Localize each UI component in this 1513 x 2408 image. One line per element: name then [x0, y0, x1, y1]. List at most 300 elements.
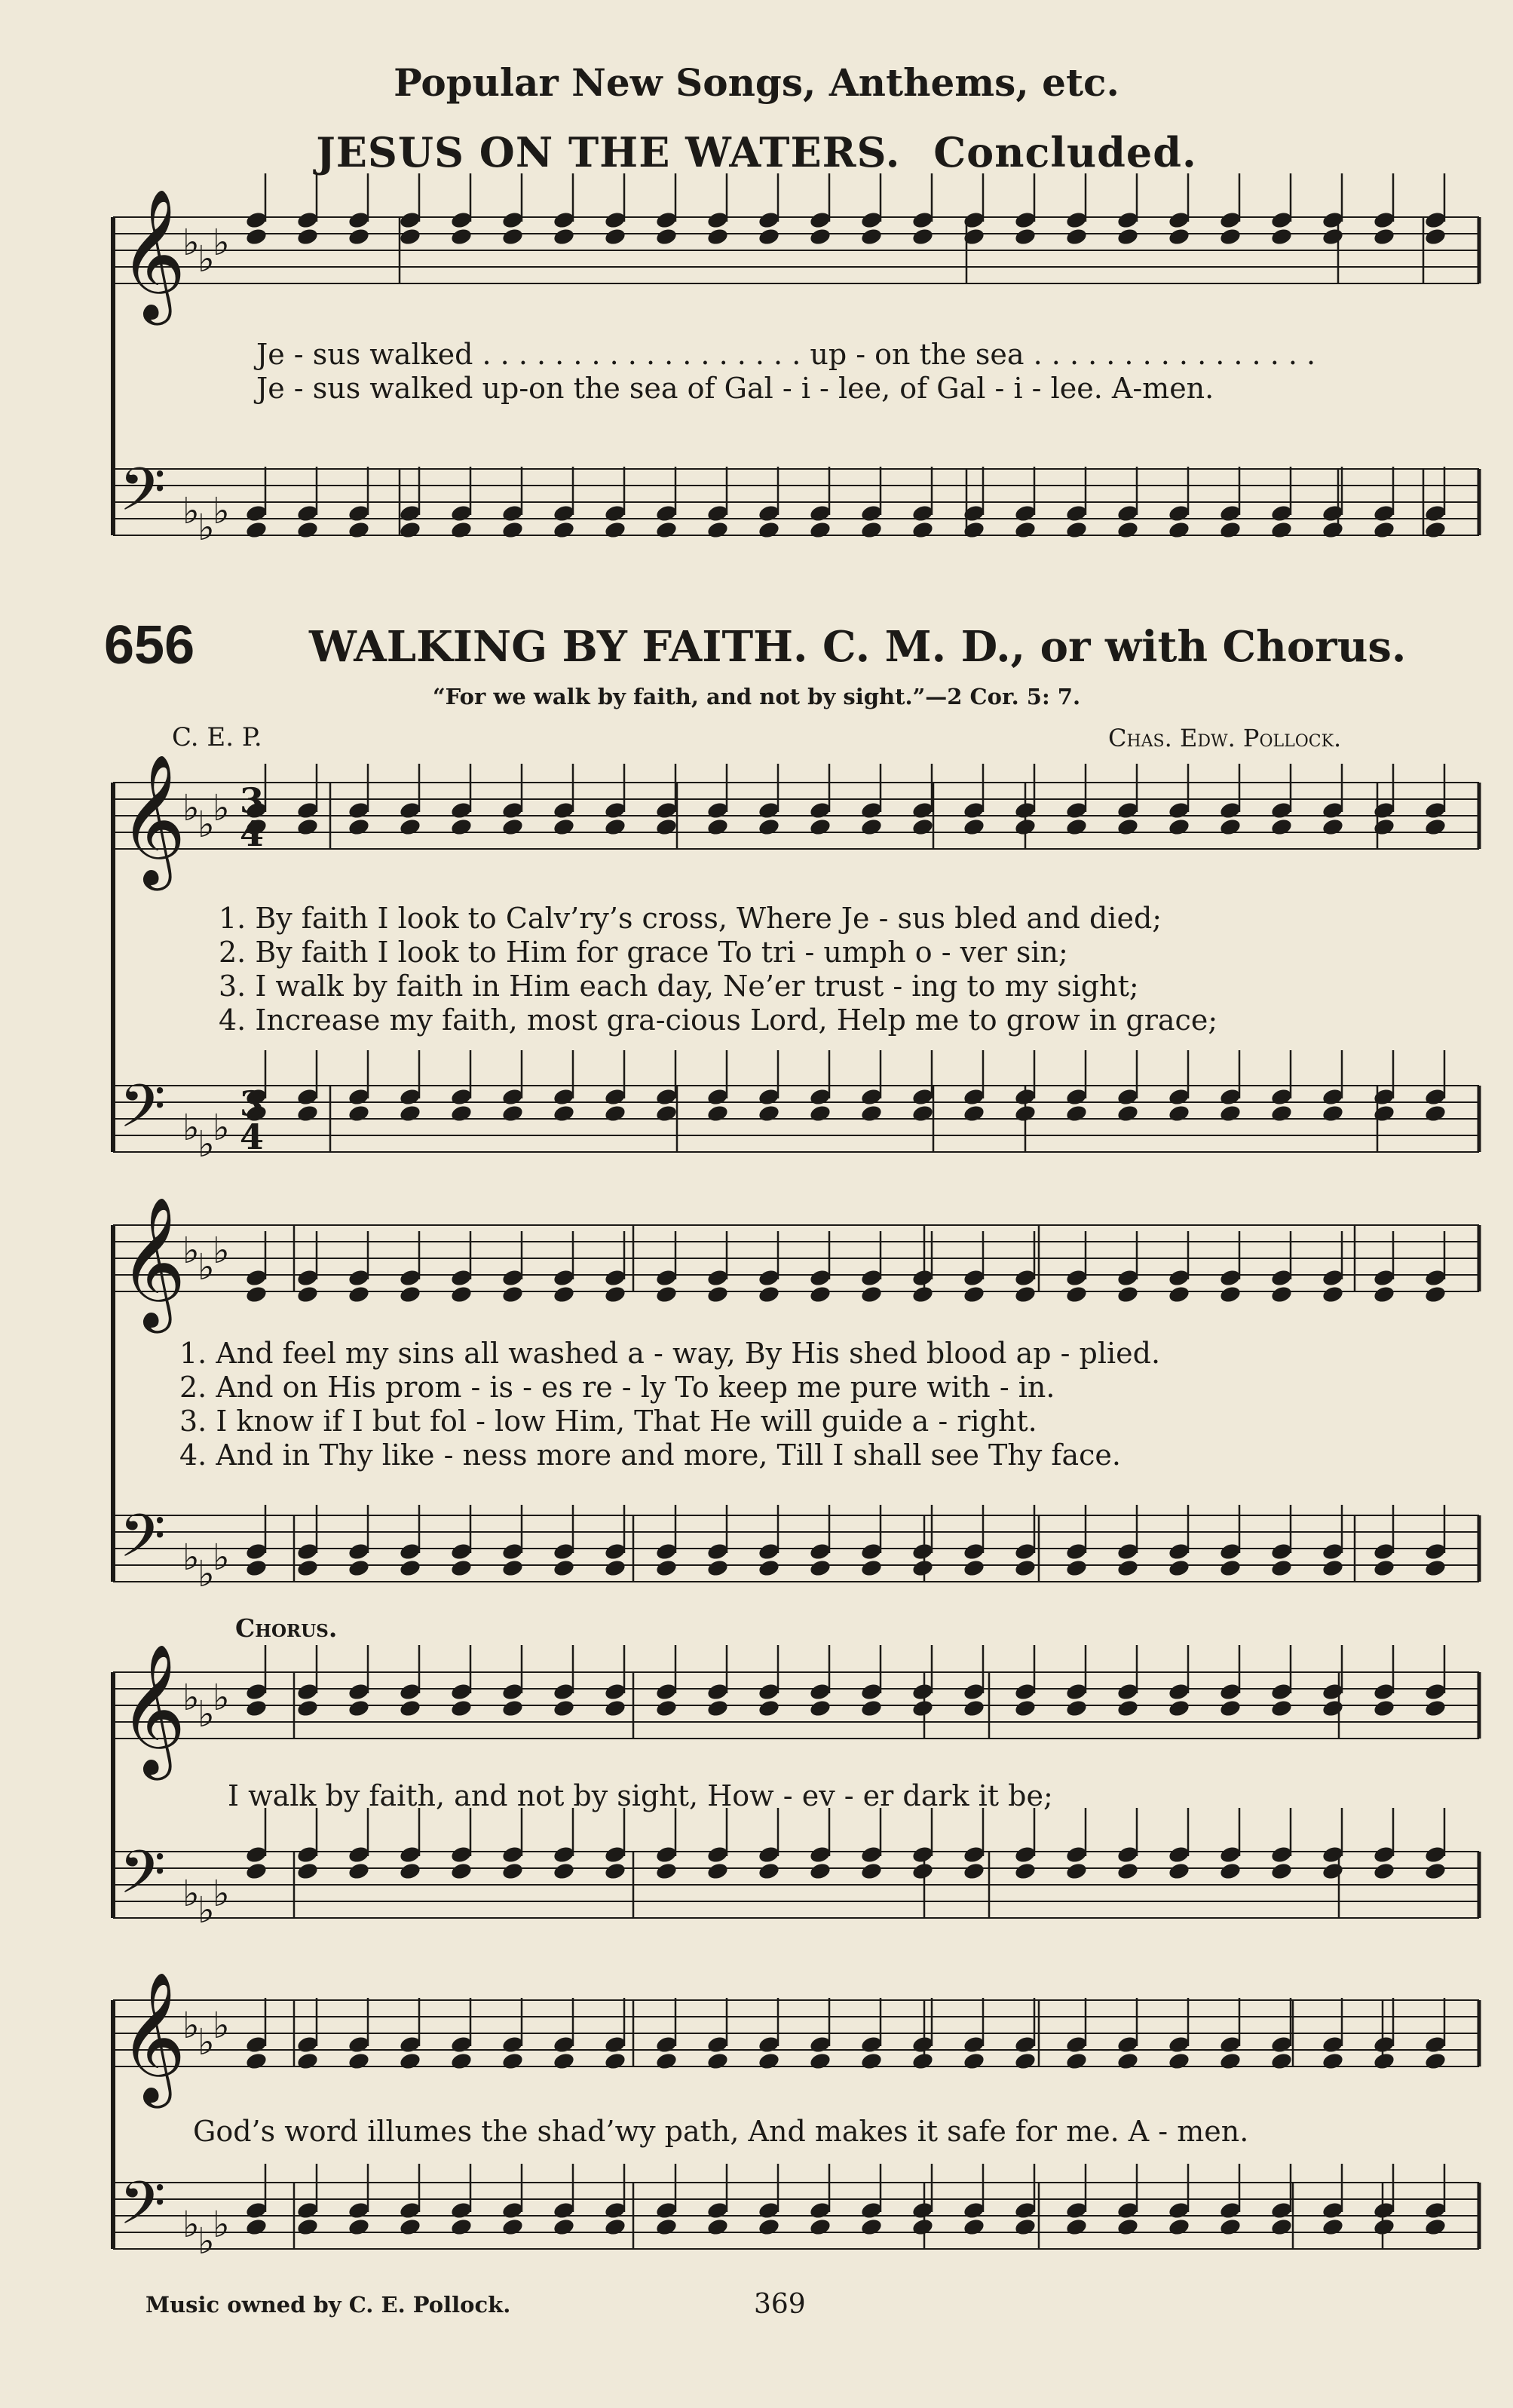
notehead: [706, 210, 730, 230]
lyric-line: Je - sus walked up-on the sea of Gal - i - lee, of Gal - i - lee. A-men.: [256, 372, 1214, 405]
notehead: [911, 2051, 935, 2071]
notehead: [706, 1087, 730, 1107]
notehead: [399, 1087, 422, 1107]
notehead: [296, 1087, 320, 1107]
notehead: [450, 1682, 473, 1702]
notehead: [860, 2217, 884, 2237]
notehead: [1168, 1699, 1191, 1718]
notehead: [399, 1845, 422, 1864]
notehead: [1168, 520, 1191, 540]
notehead: [245, 1699, 268, 1718]
notehead: [1116, 817, 1140, 837]
notehead: [655, 2201, 678, 2220]
notehead: [604, 2051, 627, 2071]
notehead: [1424, 1285, 1447, 1304]
notehead: [604, 1861, 627, 1881]
notehead: [1065, 520, 1089, 540]
notehead: [1065, 1285, 1089, 1304]
notehead: [1270, 1699, 1294, 1718]
notehead: [1116, 1542, 1140, 1561]
notehead: [1424, 2035, 1447, 2054]
notehead: [1116, 1682, 1140, 1702]
notehead: [758, 817, 781, 837]
notehead: [1219, 1699, 1242, 1718]
notehead: [348, 1268, 371, 1288]
notehead: [1322, 210, 1345, 230]
notehead: [1424, 1104, 1447, 1123]
notehead: [1014, 520, 1037, 540]
notehead: [963, 1699, 986, 1718]
lyric-line: I walk by faith, and not by sight, How - ev - er dark it be;: [228, 1779, 1053, 1812]
notehead: [296, 1699, 320, 1718]
notehead: [348, 1699, 371, 1718]
notehead: [1322, 520, 1345, 540]
notehead: [706, 1699, 730, 1718]
flat-sign-icon: ♭: [182, 2005, 200, 2047]
notehead: [758, 2217, 781, 2237]
notehead: [245, 2201, 268, 2220]
notehead: [706, 1268, 730, 1288]
notehead: [399, 2051, 422, 2071]
notehead: [758, 2035, 781, 2054]
notehead: [860, 1845, 884, 1864]
notehead: [296, 2051, 320, 2071]
notehead: [1322, 1861, 1345, 1881]
notehead: [1322, 504, 1345, 523]
bass-clef-icon: 𝄢: [119, 1071, 166, 1156]
notehead: [245, 2051, 268, 2071]
notehead: [860, 1558, 884, 1578]
notehead: [450, 2051, 473, 2071]
notehead: [1116, 1845, 1140, 1864]
notehead: [655, 520, 678, 540]
notehead: [1322, 227, 1345, 247]
flat-sign-icon: ♭: [182, 1107, 200, 1149]
notehead: [348, 504, 371, 523]
notehead: [553, 801, 576, 820]
notehead: [450, 1861, 473, 1881]
notehead: [1219, 210, 1242, 230]
notehead: [758, 1861, 781, 1881]
notehead: [1116, 520, 1140, 540]
notehead: [501, 1682, 525, 1702]
notehead: [348, 1558, 371, 1578]
notehead: [911, 210, 935, 230]
notehead: [860, 520, 884, 540]
bass-clef-icon: 𝄢: [119, 1837, 166, 1922]
notehead: [296, 1558, 320, 1578]
notehead: [1168, 1285, 1191, 1304]
notehead: [1270, 2051, 1294, 2071]
notehead: [348, 1285, 371, 1304]
notehead: [604, 1104, 627, 1123]
flat-sign-icon: ♭: [198, 1246, 215, 1288]
notehead: [860, 1542, 884, 1561]
bass-clef-icon: 𝄢: [119, 2168, 166, 2253]
notehead: [553, 2217, 576, 2237]
notehead: [963, 1285, 986, 1304]
notehead: [553, 227, 576, 247]
notehead: [501, 1542, 525, 1561]
notehead: [911, 817, 935, 837]
notehead: [1270, 2217, 1294, 2237]
notehead: [296, 817, 320, 837]
notehead: [758, 210, 781, 230]
notehead: [553, 1682, 576, 1702]
notehead: [296, 2217, 320, 2237]
flat-sign-icon: ♭: [198, 1889, 215, 1932]
notehead: [296, 1268, 320, 1288]
notehead: [758, 1285, 781, 1304]
notehead: [296, 1542, 320, 1561]
notehead: [860, 801, 884, 820]
notehead: [655, 1087, 678, 1107]
notehead: [604, 2217, 627, 2237]
notehead: [296, 504, 320, 523]
notehead: [809, 1861, 832, 1881]
notehead: [1322, 1542, 1345, 1561]
notehead: [245, 504, 268, 523]
notehead: [1424, 1682, 1447, 1702]
notehead: [1116, 2035, 1140, 2054]
notehead: [911, 1542, 935, 1561]
lyricist-initials: C. E. P.: [172, 722, 262, 752]
notehead: [296, 520, 320, 540]
notehead: [501, 2217, 525, 2237]
notehead: [655, 2035, 678, 2054]
notehead: [706, 2035, 730, 2054]
notehead: [1373, 227, 1396, 247]
notehead: [1270, 2035, 1294, 2054]
flat-sign-icon: ♭: [182, 1230, 200, 1272]
notehead: [1322, 1285, 1345, 1304]
time-signature-top: 3: [240, 780, 265, 821]
notehead: [1322, 817, 1345, 837]
notehead: [553, 520, 576, 540]
notehead: [1373, 2051, 1396, 2071]
notehead: [1014, 2035, 1037, 2054]
notehead: [450, 1104, 473, 1123]
notehead: [911, 1285, 935, 1304]
notehead: [1168, 817, 1191, 837]
lyric-line: 1. And feel my sins all washed a - way, By His shed blood ap - plied.: [179, 1337, 1161, 1370]
notehead: [655, 504, 678, 523]
time-signature-bottom: 4: [240, 813, 265, 854]
notehead: [553, 1699, 576, 1718]
notehead: [1219, 1104, 1242, 1123]
notehead: [809, 1104, 832, 1123]
notehead: [1014, 1268, 1037, 1288]
notehead: [245, 227, 268, 247]
flat-sign-icon: ♭: [198, 1693, 215, 1736]
notehead: [1219, 227, 1242, 247]
notehead: [655, 817, 678, 837]
notehead: [1270, 1558, 1294, 1578]
notehead: [1014, 1558, 1037, 1578]
notehead: [553, 1861, 576, 1881]
notehead: [1219, 1558, 1242, 1578]
notehead: [963, 1542, 986, 1561]
notehead: [809, 817, 832, 837]
notehead: [553, 504, 576, 523]
notehead: [501, 1087, 525, 1107]
notehead: [1322, 1087, 1345, 1107]
notehead: [399, 1285, 422, 1304]
notehead: [1065, 2035, 1089, 2054]
notehead: [1116, 801, 1140, 820]
notehead: [1424, 210, 1447, 230]
notehead: [809, 1682, 832, 1702]
lyric-line: 2. And on His prom - is - es re - ly To keep me pure with - in.: [179, 1371, 1055, 1404]
notehead: [1424, 1845, 1447, 1864]
flat-sign-icon: ♭: [213, 1230, 230, 1272]
notehead: [553, 1087, 576, 1107]
notehead: [1373, 1542, 1396, 1561]
notehead: [348, 1104, 371, 1123]
notehead: [1014, 504, 1037, 523]
notehead: [911, 1699, 935, 1718]
notehead: [1373, 1682, 1396, 1702]
notehead: [1065, 1861, 1089, 1881]
notehead: [1065, 2051, 1089, 2071]
notehead: [1270, 1268, 1294, 1288]
flat-sign-icon: ♭: [213, 787, 230, 829]
notehead: [860, 2201, 884, 2220]
notehead: [1270, 1845, 1294, 1864]
notehead: [809, 1558, 832, 1578]
notehead: [963, 1087, 986, 1107]
notehead: [1168, 1682, 1191, 1702]
notehead: [1424, 520, 1447, 540]
notehead: [501, 1285, 525, 1304]
lyric-line: God’s word illumes the shad’wy path, And makes it safe for me. A - men.: [193, 2115, 1249, 2148]
notehead: [809, 2035, 832, 2054]
notehead: [604, 210, 627, 230]
notehead: [655, 1845, 678, 1864]
notehead: [450, 1845, 473, 1864]
flat-sign-icon: ♭: [182, 1677, 200, 1719]
notehead: [860, 1087, 884, 1107]
notehead: [1424, 1558, 1447, 1578]
notehead: [1014, 1542, 1037, 1561]
notehead: [1168, 1268, 1191, 1288]
notehead: [1373, 801, 1396, 820]
notehead: [1373, 2217, 1396, 2237]
notehead: [1014, 1861, 1037, 1881]
notehead: [1270, 801, 1294, 820]
notehead: [348, 801, 371, 820]
notehead: [399, 817, 422, 837]
hymn-number: 656: [104, 615, 195, 676]
notehead: [604, 1268, 627, 1288]
notehead: [1065, 1682, 1089, 1702]
notehead: [399, 1682, 422, 1702]
notehead: [1373, 210, 1396, 230]
notehead: [604, 2035, 627, 2054]
notehead: [1168, 1558, 1191, 1578]
notehead: [1322, 1845, 1345, 1864]
lyric-line: Je - sus walked . . . . . . . . . . . . . . . . . . up - on the sea . . . . . . . . . . . . . . . .: [256, 338, 1316, 371]
notehead: [1065, 1268, 1089, 1288]
notehead: [809, 1285, 832, 1304]
notehead: [348, 2051, 371, 2071]
flat-sign-icon: ♭: [182, 2204, 200, 2246]
notehead: [758, 801, 781, 820]
notehead: [809, 801, 832, 820]
notehead: [1168, 1087, 1191, 1107]
notehead: [553, 1285, 576, 1304]
notehead: [809, 1542, 832, 1561]
notehead: [1065, 1845, 1089, 1864]
notehead: [1065, 2201, 1089, 2220]
notehead: [1270, 817, 1294, 837]
notehead: [911, 2035, 935, 2054]
notehead: [655, 1699, 678, 1718]
notehead: [348, 1861, 371, 1881]
notehead: [604, 1682, 627, 1702]
notehead: [758, 1682, 781, 1702]
notehead: [1116, 1268, 1140, 1288]
notehead: [706, 1682, 730, 1702]
notehead: [1424, 2051, 1447, 2071]
notehead: [963, 1861, 986, 1881]
flat-sign-icon: ♭: [213, 222, 230, 264]
notehead: [706, 1104, 730, 1123]
notehead: [706, 2217, 730, 2237]
notehead: [860, 1682, 884, 1702]
notehead: [1116, 210, 1140, 230]
notehead: [911, 1268, 935, 1288]
notehead: [1014, 1104, 1037, 1123]
notehead: [963, 1268, 986, 1288]
notehead: [1219, 1285, 1242, 1304]
notehead: [706, 2201, 730, 2220]
notehead: [1065, 2217, 1089, 2237]
notehead: [963, 1558, 986, 1578]
bass-clef-icon: 𝄢: [119, 455, 166, 539]
notehead: [501, 504, 525, 523]
lyric-line: 1. By faith I look to Calv’ry’s cross, Where Je - sus bled and died;: [219, 902, 1162, 935]
notehead: [1322, 2217, 1345, 2237]
notehead: [758, 504, 781, 523]
notehead: [963, 2217, 986, 2237]
notehead: [553, 1542, 576, 1561]
notehead: [1424, 2217, 1447, 2237]
notehead: [1065, 1087, 1089, 1107]
notehead: [706, 801, 730, 820]
notehead: [348, 2035, 371, 2054]
notehead: [706, 520, 730, 540]
notehead: [1116, 2201, 1140, 2220]
notehead: [1065, 1104, 1089, 1123]
notehead: [706, 504, 730, 523]
notehead: [963, 1845, 986, 1864]
time-signature-top: 3: [240, 1083, 265, 1124]
notehead: [963, 801, 986, 820]
flat-sign-icon: ♭: [182, 490, 200, 532]
flat-sign-icon: ♭: [213, 1107, 230, 1149]
notehead: [348, 1682, 371, 1702]
notehead: [911, 2217, 935, 2237]
notehead: [1424, 1861, 1447, 1881]
notehead: [1014, 2217, 1037, 2237]
notehead: [706, 1285, 730, 1304]
flat-sign-icon: ♭: [198, 1123, 215, 1166]
notehead: [1270, 504, 1294, 523]
notehead: [1373, 504, 1396, 523]
notehead: [296, 1285, 320, 1304]
notehead: [348, 2217, 371, 2237]
notehead: [911, 801, 935, 820]
flat-sign-icon: ♭: [182, 787, 200, 829]
notehead: [245, 1861, 268, 1881]
notehead: [604, 1542, 627, 1561]
notehead: [911, 2201, 935, 2220]
notehead: [450, 504, 473, 523]
notehead: [348, 1087, 371, 1107]
notehead: [860, 2051, 884, 2071]
notehead: [1014, 1699, 1037, 1718]
notehead: [809, 2051, 832, 2071]
notehead: [399, 504, 422, 523]
bass-clef-icon: 𝄢: [119, 1501, 166, 1585]
notehead: [501, 210, 525, 230]
notehead: [553, 2201, 576, 2220]
flat-sign-icon: ♭: [213, 1536, 230, 1579]
notehead: [963, 2051, 986, 2071]
notehead: [553, 817, 576, 837]
notehead: [501, 801, 525, 820]
notehead: [1014, 2201, 1037, 2220]
treble-clef-icon: 𝄞: [119, 1196, 186, 1328]
notehead: [450, 520, 473, 540]
notehead: [963, 2201, 986, 2220]
notehead: [1219, 520, 1242, 540]
notehead: [911, 1861, 935, 1881]
notehead: [501, 227, 525, 247]
notehead: [655, 1104, 678, 1123]
notehead: [706, 817, 730, 837]
notehead: [860, 210, 884, 230]
notehead: [1219, 2035, 1242, 2054]
notehead: [963, 1682, 986, 1702]
notehead: [1219, 2201, 1242, 2220]
notehead: [1424, 504, 1447, 523]
notehead: [604, 801, 627, 820]
notehead: [450, 227, 473, 247]
notehead: [399, 2035, 422, 2054]
lyric-line: 3. I walk by faith in Him each day, Ne’er trust - ing to my sight;: [219, 970, 1139, 1003]
notehead: [809, 210, 832, 230]
notehead: [399, 1268, 422, 1288]
notehead: [1168, 1104, 1191, 1123]
notehead: [1270, 1087, 1294, 1107]
notehead: [1168, 210, 1191, 230]
notehead: [809, 1699, 832, 1718]
notehead: [809, 1268, 832, 1288]
notehead: [553, 210, 576, 230]
treble-clef-icon: 𝄞: [119, 1971, 186, 2103]
notehead: [1168, 504, 1191, 523]
notehead: [706, 1861, 730, 1881]
notehead: [1270, 1104, 1294, 1123]
notehead: [758, 1087, 781, 1107]
notehead: [1270, 210, 1294, 230]
notehead: [501, 1104, 525, 1123]
notehead: [296, 227, 320, 247]
notehead: [1322, 2201, 1345, 2220]
notehead: [1168, 2217, 1191, 2237]
